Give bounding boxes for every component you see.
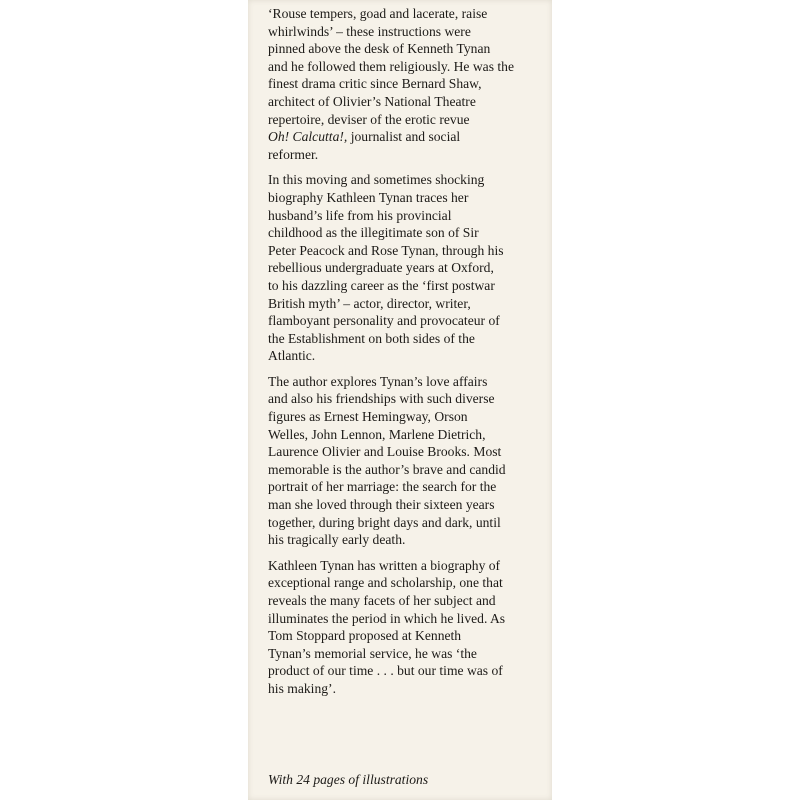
blurb-paragraph-2	[268, 171, 550, 365]
text-line: pinned above the desk of Kenneth Tynan	[268, 41, 491, 57]
text-line: British myth’ – actor, director, writer,	[268, 295, 471, 311]
text-line: rebellious undergraduate years at Oxford,	[268, 260, 494, 276]
text-line: man she loved through their sixteen years	[268, 497, 495, 513]
text-line: Tom Stoppard proposed at Kenneth	[268, 628, 462, 644]
text-fragment: journalist and social	[347, 129, 461, 145]
text-line: The author explores Tynan’s love affairs	[268, 373, 488, 389]
text-line: Peter Peacock and Rose Tynan, through his	[268, 242, 504, 258]
text-line: childhood as the illegitimate son of Sir	[268, 225, 479, 241]
blurb-paragraph-3	[268, 373, 550, 549]
blurb-paragraph-4	[268, 557, 550, 698]
text-line: repertoire, deviser of the erotic revue	[268, 111, 470, 127]
text-line: memorable is the author’s brave and candid	[268, 461, 506, 477]
text-line: architect of Olivier’s National Theatre	[268, 93, 476, 109]
text-line: product of our time . . . but our time was of	[268, 663, 503, 679]
text-line: husband’s life from his provincial	[268, 207, 452, 223]
text-line: Tynan’s memorial service, he was ‘the	[268, 645, 477, 661]
blurb-text	[268, 5, 550, 706]
text-line: reformer.	[268, 146, 319, 162]
text-line	[268, 128, 550, 146]
blurb-paragraph-1	[268, 5, 550, 163]
text-line: portrait of her marriage: the search for the	[268, 479, 497, 495]
text-line: Atlantic.	[268, 348, 316, 364]
text-line: ‘Rouse tempers, goad and lacerate, raise	[268, 6, 488, 21]
text-line: whirlwinds’ – these instructions were	[268, 23, 471, 39]
text-line: Kathleen Tynan has written a biography of	[268, 557, 501, 573]
text-line: reveals the many facets of her subject and	[268, 593, 496, 608]
text-line: to his dazzling career as the ‘first postwar	[268, 277, 495, 293]
text-line: together, during bright days and dark, until	[268, 514, 501, 530]
illustrations-note: With 24 pages of illustrations	[268, 772, 429, 787]
text-line: his making’.	[268, 680, 336, 696]
text-line: Laurence Olivier and Louise Brooks. Most	[268, 444, 502, 460]
show-title: Oh! Calcutta!,	[268, 129, 348, 145]
text-line: figures as Ernest Hemingway, Orson	[268, 409, 468, 425]
text-line: flamboyant personality and provocateur of	[268, 313, 500, 329]
text-line: finest drama critic since Bernard Shaw,	[268, 76, 482, 92]
text-line: and he followed them religiously. He was the	[268, 58, 515, 74]
text-line: and also his friendships with such diverse	[268, 391, 495, 407]
book-jacket-flap	[248, 0, 552, 800]
text-line: In this moving and sometimes shocking	[268, 172, 485, 188]
text-line: biography Kathleen Tynan traces her	[268, 189, 469, 205]
text-line: his tragically early death.	[268, 532, 406, 548]
text-line: illuminates the period in which he lived. As	[268, 610, 506, 626]
text-line: exceptional range and scholarship, one that	[268, 575, 503, 591]
text-line: the Establishment on both sides of the	[268, 330, 475, 346]
text-line: Welles, John Lennon, Marlene Dietrich,	[268, 426, 486, 442]
